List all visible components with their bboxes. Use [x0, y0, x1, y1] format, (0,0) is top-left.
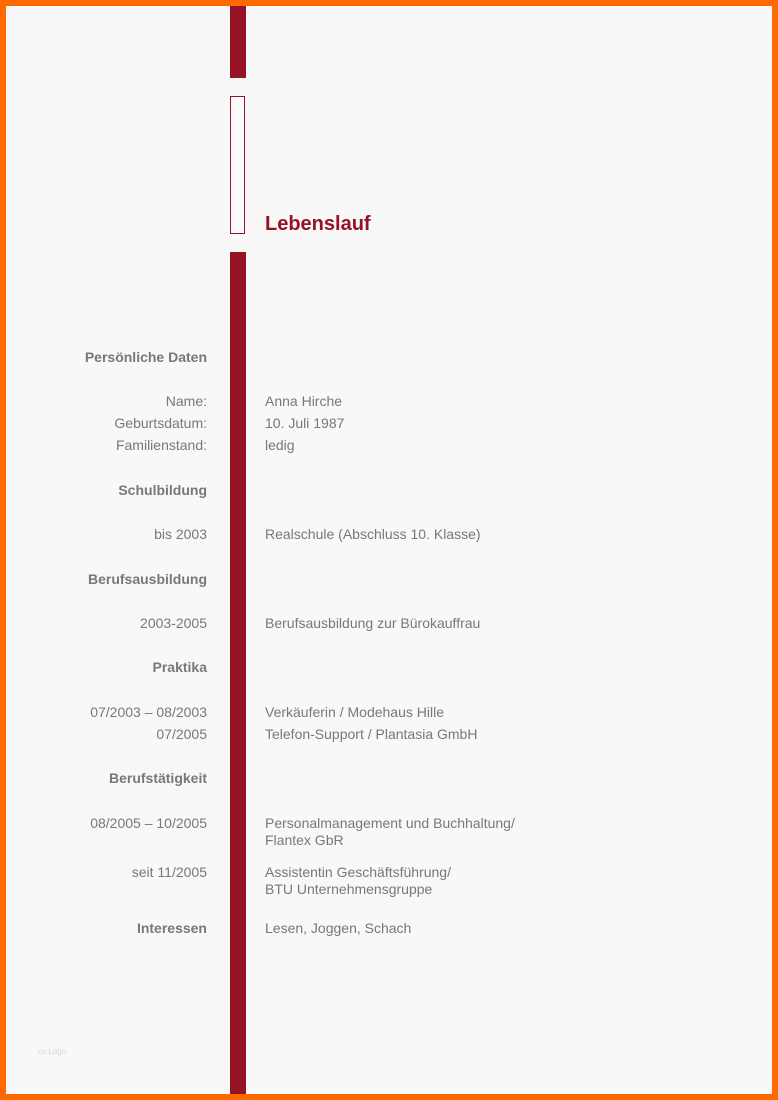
school-value: Realschule (Abschluss 10. Klasse) [265, 526, 481, 542]
value-birthdate: 10. Juli 1987 [265, 415, 345, 431]
training-date: 2003-2005 [140, 615, 207, 631]
work-value-line: Flantex GbR [265, 832, 344, 848]
work-value-line: Assistentin Geschäftsführung/ [265, 864, 451, 880]
internship-date: 07/2005 [156, 726, 207, 742]
work-value-line: BTU Unternehmensgruppe [265, 881, 433, 897]
value-marital-status: ledig [265, 437, 295, 453]
value-name: Anna Hirche [265, 393, 343, 409]
label-name: Name: [165, 393, 207, 409]
section-heading-interests: Interessen [136, 920, 207, 936]
section-heading-work: Berufstätigkeit [108, 770, 207, 786]
label-birthdate: Geburtsdatum: [114, 415, 207, 431]
page-title: Lebenslauf [265, 213, 371, 235]
work-value [265, 864, 451, 898]
section-heading-personal: Persönliche Daten [84, 349, 207, 365]
accent-bar-top [230, 6, 246, 78]
work-value-line: Personalmanagement und Buchhaltung/ [265, 815, 515, 831]
work-value [265, 815, 515, 849]
section-heading-training: Berufsausbildung [87, 571, 207, 587]
work-date: seit 11/2005 [131, 864, 207, 880]
photo-placeholder [230, 96, 245, 234]
internship-value: Verkäuferin / Modehaus Hille [265, 704, 444, 720]
label-marital-status: Familienstand: [115, 437, 207, 453]
school-date: bis 2003 [154, 526, 207, 542]
work-date: 08/2005 – 10/2005 [90, 815, 207, 831]
section-heading-internships: Praktika [152, 659, 207, 675]
internship-date: 07/2003 – 08/2003 [90, 704, 207, 720]
internship-value: Telefon-Support / Plantasia GmbH [265, 726, 478, 742]
section-heading-school: Schulbildung [118, 482, 207, 498]
accent-bar-main [230, 252, 246, 1094]
interests-value: Lesen, Joggen, Schach [265, 920, 412, 936]
cv-page [6, 6, 772, 1094]
training-value: Berufsausbildung zur Bürokauffrau [265, 615, 481, 631]
watermark-logo: cv Logo [38, 1047, 67, 1056]
